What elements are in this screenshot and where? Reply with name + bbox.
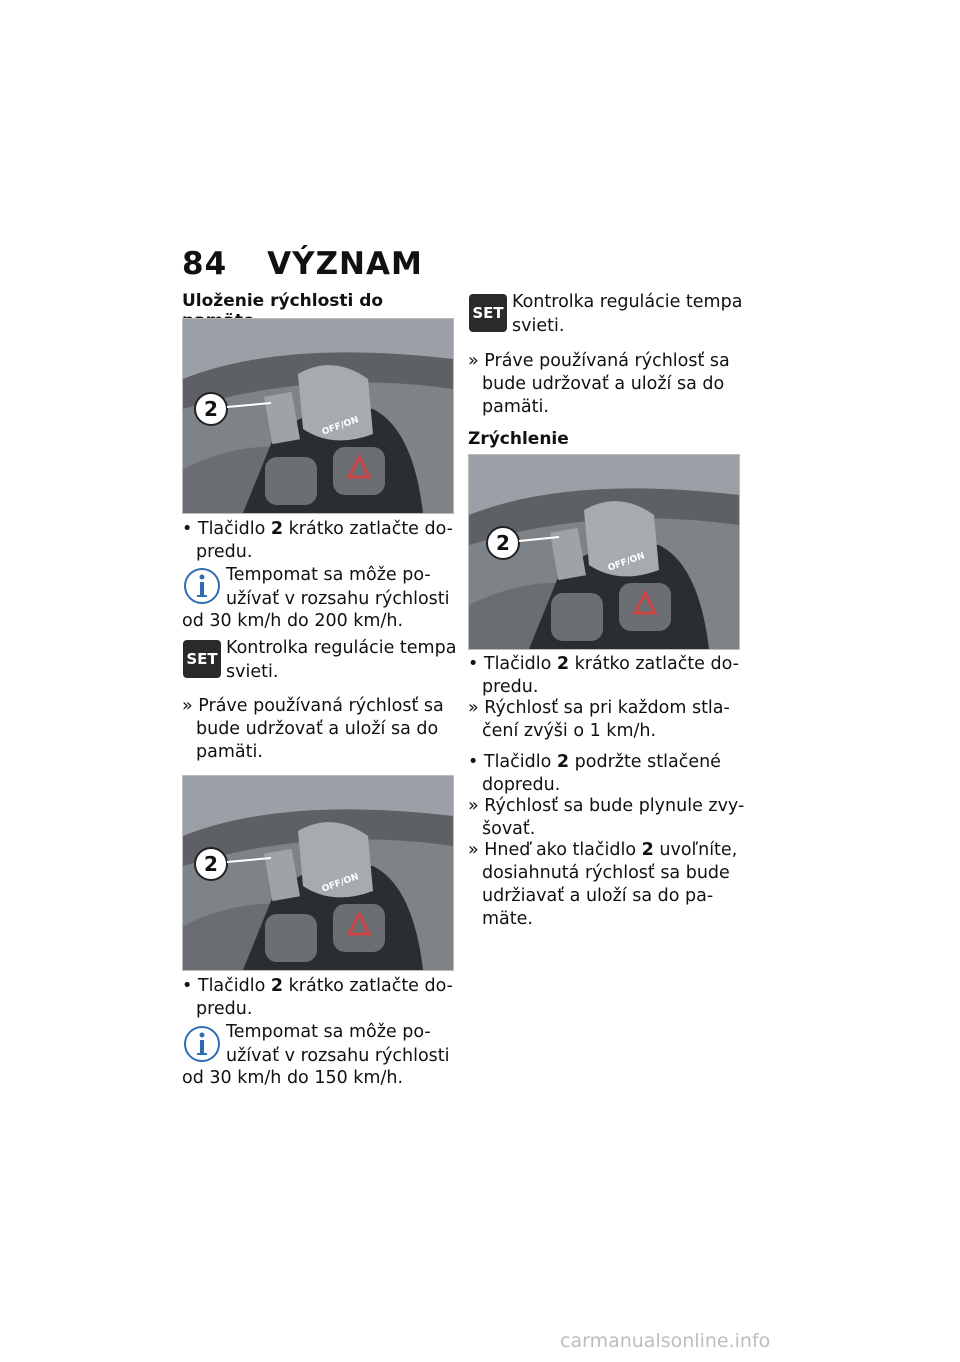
result-4-line-2: šovať. bbox=[482, 819, 536, 839]
section-title-acceleration: Zrýchlenie bbox=[468, 429, 569, 449]
info-1-line-1: Tempomat sa môže po- bbox=[226, 565, 431, 585]
result-1-line-1: » Práve používaná rýchlosť sa bbox=[182, 696, 444, 716]
step-2-line-2: predu. bbox=[196, 999, 253, 1019]
result-5-line-1: » Hneď ako tlačidlo 2 uvoľníte, bbox=[468, 840, 738, 860]
photo-label: 2 bbox=[496, 531, 510, 555]
result-2-line-3: pamäti. bbox=[482, 397, 549, 417]
info-2-line-1: Tempomat sa môže po- bbox=[226, 1022, 431, 1042]
photo-label: 2 bbox=[204, 852, 218, 876]
handlebar-photo-2 bbox=[182, 775, 454, 971]
result-1-line-3: pamäti. bbox=[196, 742, 263, 762]
handlebar-photo-3 bbox=[468, 454, 740, 650]
info-icon bbox=[183, 567, 221, 605]
handlebar-photo-1 bbox=[182, 318, 454, 514]
set-2-line-2: svieti. bbox=[512, 316, 565, 336]
handlebar-illustration bbox=[469, 455, 739, 649]
set-indicator-icon: SET bbox=[183, 640, 221, 678]
page-header bbox=[182, 246, 423, 282]
result-2-line-1: » Práve používaná rýchlosť sa bbox=[468, 351, 730, 371]
handlebar-illustration bbox=[183, 776, 453, 970]
set-indicator-icon: SET bbox=[469, 294, 507, 332]
step-4-line-2: dopredu. bbox=[482, 775, 561, 795]
result-5-line-4: mäte. bbox=[482, 909, 533, 929]
step-3-line-1: • Tlačidlo 2 krátko zatlačte do- bbox=[468, 654, 739, 674]
result-4-line-1: » Rýchlosť sa bude plynule zvy- bbox=[468, 796, 745, 816]
step-1-line-2: predu. bbox=[196, 542, 253, 562]
info-2-line-2: užívať v rozsahu rýchlosti bbox=[226, 1046, 450, 1066]
step-2-line-1: • Tlačidlo 2 krátko zatlačte do- bbox=[182, 976, 453, 996]
watermark: carmanualsonline.info bbox=[560, 1330, 771, 1352]
set-2-line-1: Kontrolka regulácie tempa bbox=[512, 292, 743, 312]
info-1-line-2: užívať v rozsahu rýchlosti bbox=[226, 589, 450, 609]
result-5-line-2: dosiahnutá rýchlosť sa bude bbox=[482, 863, 730, 883]
info-icon bbox=[183, 1025, 221, 1063]
set-1-line-1: Kontrolka regulácie tempa bbox=[226, 638, 457, 658]
section-title-save-speed: Uloženie rýchlosti do bbox=[182, 291, 384, 311]
set-1-line-2: svieti. bbox=[226, 662, 279, 682]
step-1-line-1: • Tlačidlo 2 krátko zatlačte do- bbox=[182, 519, 453, 539]
photo-button-text: OFF/ON bbox=[320, 872, 361, 895]
result-1-line-2: bude udržovať a uloží sa do bbox=[196, 719, 439, 739]
result-5-line-3: udržiavať a uloží sa do pa- bbox=[482, 886, 714, 906]
result-2-line-2: bude udržovať a uloží sa do bbox=[482, 374, 725, 394]
page-number: 84 bbox=[182, 246, 228, 282]
photo-button-text: OFF/ON bbox=[320, 415, 361, 438]
photo-button-text: OFF/ON bbox=[606, 551, 647, 574]
page-title: VÝZNAM bbox=[267, 246, 423, 282]
step-4-line-1: • Tlačidlo 2 podržte stlačené bbox=[468, 752, 721, 772]
info-2-line-3: od 30 km/h do 150 km/h. bbox=[182, 1068, 404, 1088]
photo-label: 2 bbox=[204, 397, 218, 421]
result-3-line-1: » Rýchlosť sa pri každom stla- bbox=[468, 698, 730, 718]
result-3-line-2: čení zvýši o 1 km/h. bbox=[482, 721, 657, 741]
handlebar-illustration bbox=[183, 319, 453, 513]
info-1-line-3: od 30 km/h do 200 km/h. bbox=[182, 611, 404, 631]
step-3-line-2: predu. bbox=[482, 677, 539, 697]
